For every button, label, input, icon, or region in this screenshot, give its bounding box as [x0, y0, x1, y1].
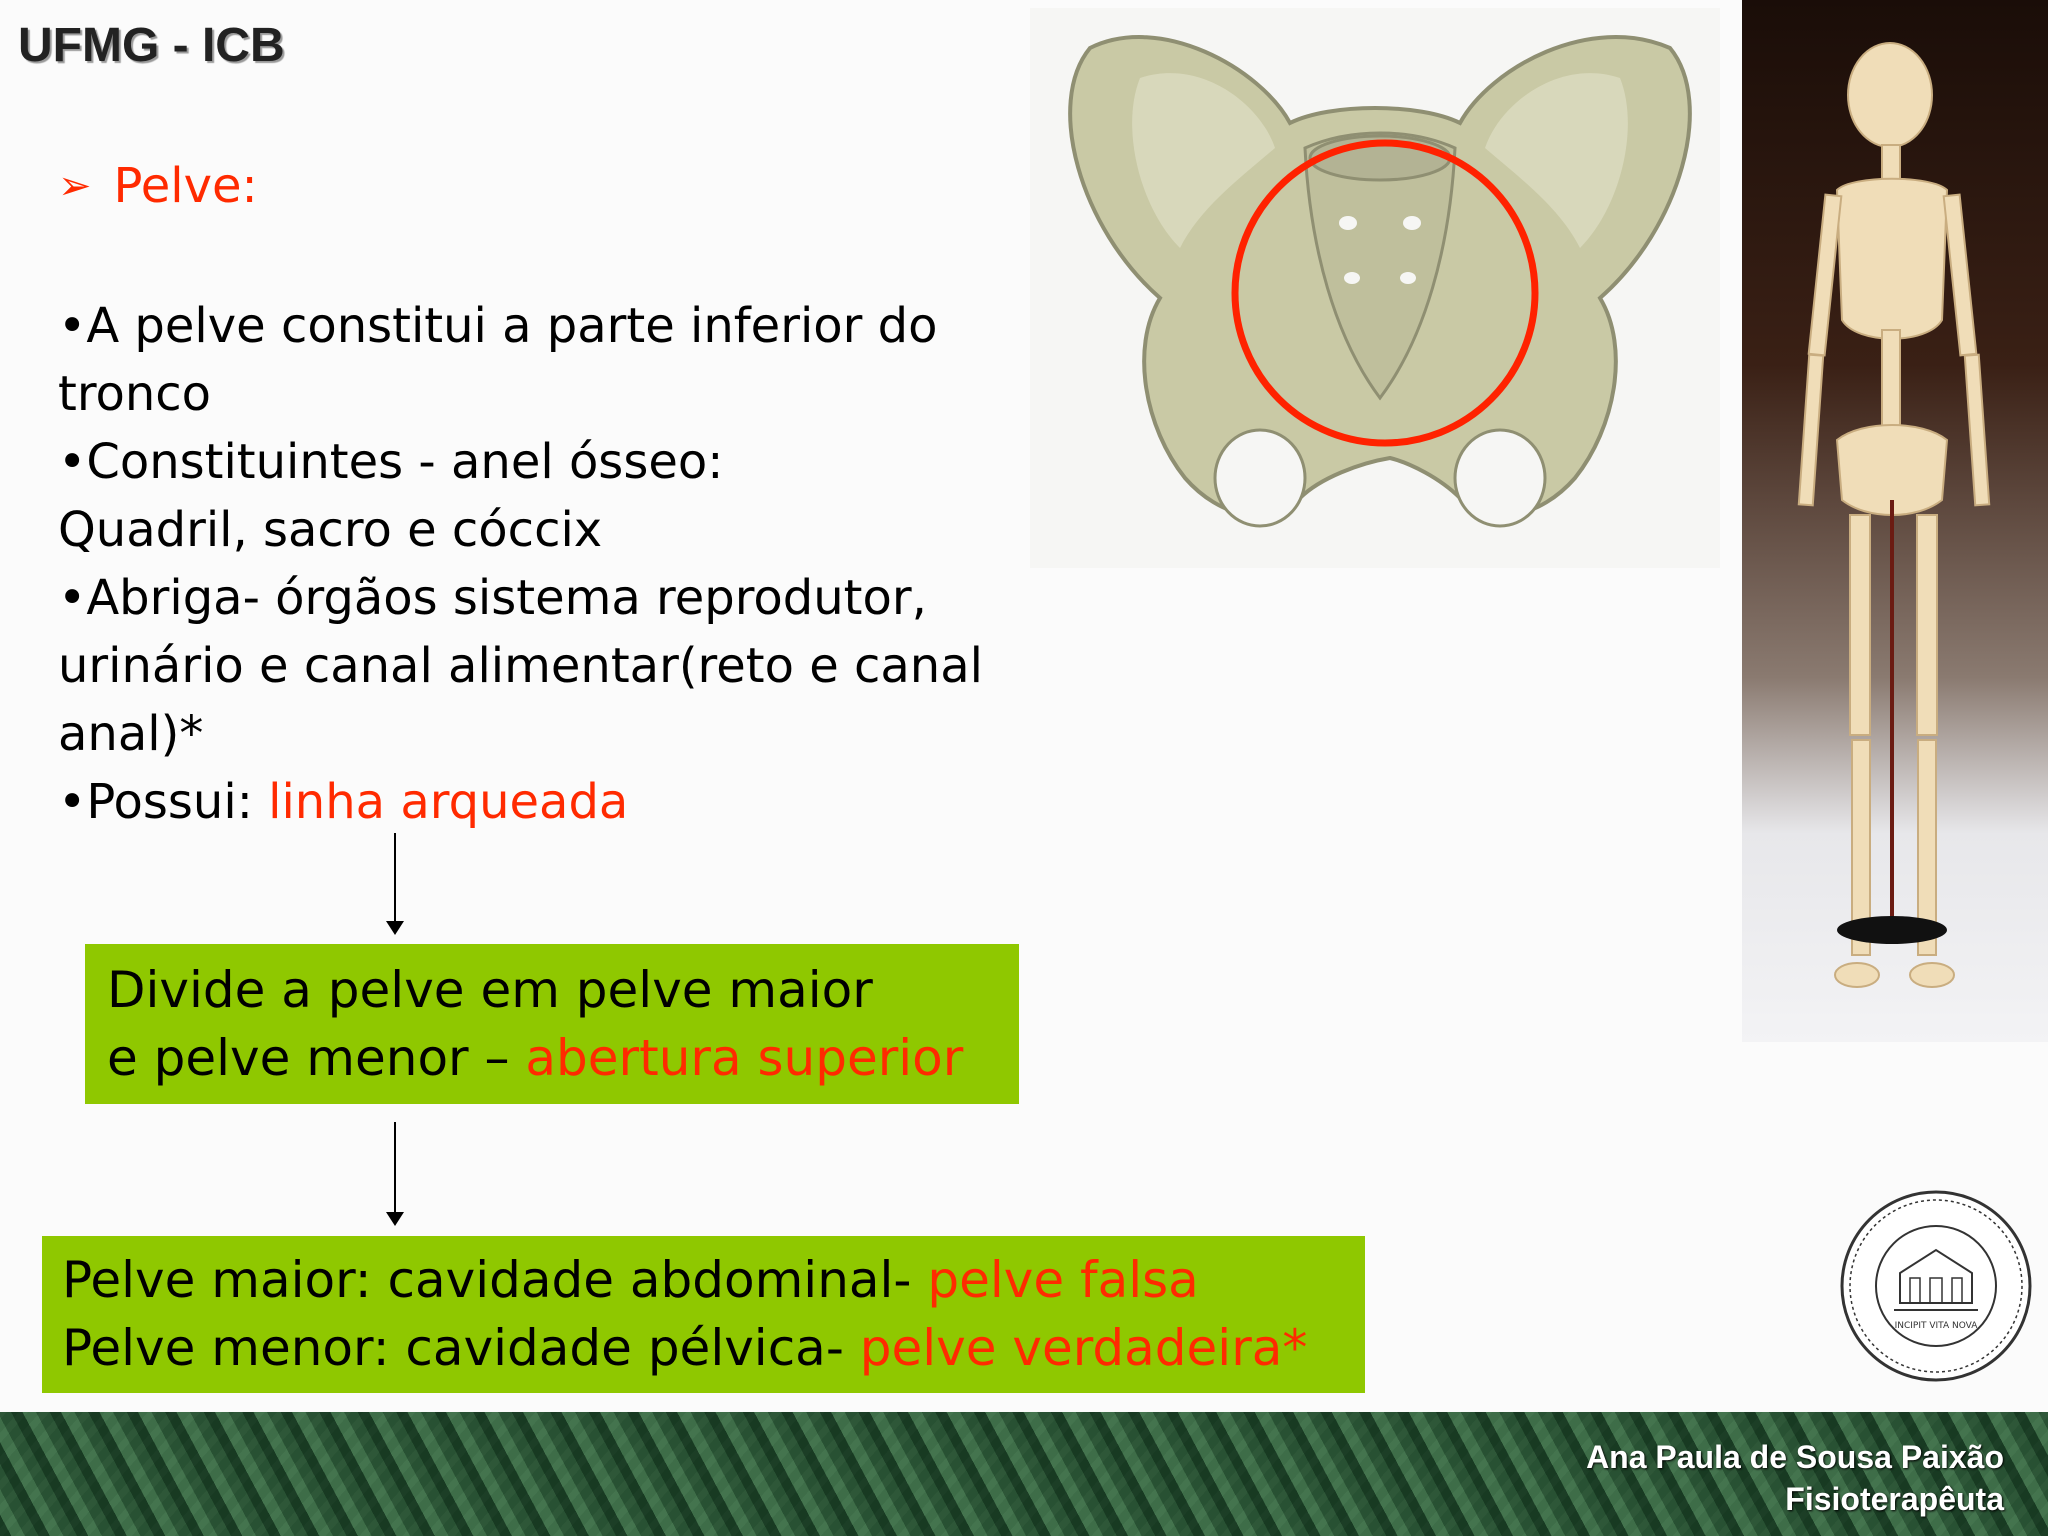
box-line [107, 1024, 997, 1092]
down-arrow-icon [394, 1122, 396, 1214]
box-line [62, 1314, 1343, 1382]
box-line-prefix: Pelve maior: cavidade abdominal- [62, 1251, 928, 1309]
body-line [58, 768, 1098, 836]
box-line-prefix: Pelve menor: cavidade pélvica- [62, 1319, 860, 1377]
box-line: Divide a pelve em pelve maior [107, 961, 873, 1019]
body-text [58, 292, 1098, 836]
body-line: •Abriga- órgãos sistema reprodutor, urinário e canal alimentar(reto e canal anal)* [58, 570, 983, 762]
section-heading [58, 158, 258, 214]
highlight-term: abertura superior [525, 1029, 964, 1087]
down-arrow-icon [394, 833, 396, 923]
division-box [85, 944, 1019, 1104]
highlight-term: pelve falsa [927, 1251, 1199, 1309]
arrowhead-bullet-icon: ➢ [58, 163, 92, 209]
author-name: Ana Paula de Sousa Paixão [1586, 1439, 2004, 1475]
pelvis-bone-image [1030, 8, 1720, 568]
box-line [62, 1246, 1343, 1314]
pelvis-types-box [42, 1236, 1365, 1393]
highlight-term: pelve verdadeira* [859, 1319, 1308, 1377]
header-title: UFMG - ICB [18, 19, 285, 72]
body-line: Quadril, sacro e cóccix [58, 502, 603, 558]
seal-motto: INCIPIT VITA NOVA [1894, 1321, 1978, 1331]
highlight-term: linha arqueada [268, 774, 629, 830]
university-seal-logo [1838, 1188, 2034, 1384]
body-line: •A pelve constitui a parte inferior do tronco [58, 298, 938, 422]
author-role: Fisioterapêuta [1785, 1481, 2004, 1517]
author-credit [1586, 1436, 2004, 1520]
body-line-prefix: •Possui: [58, 774, 269, 830]
box-line-prefix: e pelve menor – [107, 1029, 526, 1087]
heading-label: Pelve: [113, 158, 258, 214]
skeleton-model-image [1742, 0, 2048, 1042]
body-line: •Constituintes - anel ósseo: [58, 434, 724, 490]
